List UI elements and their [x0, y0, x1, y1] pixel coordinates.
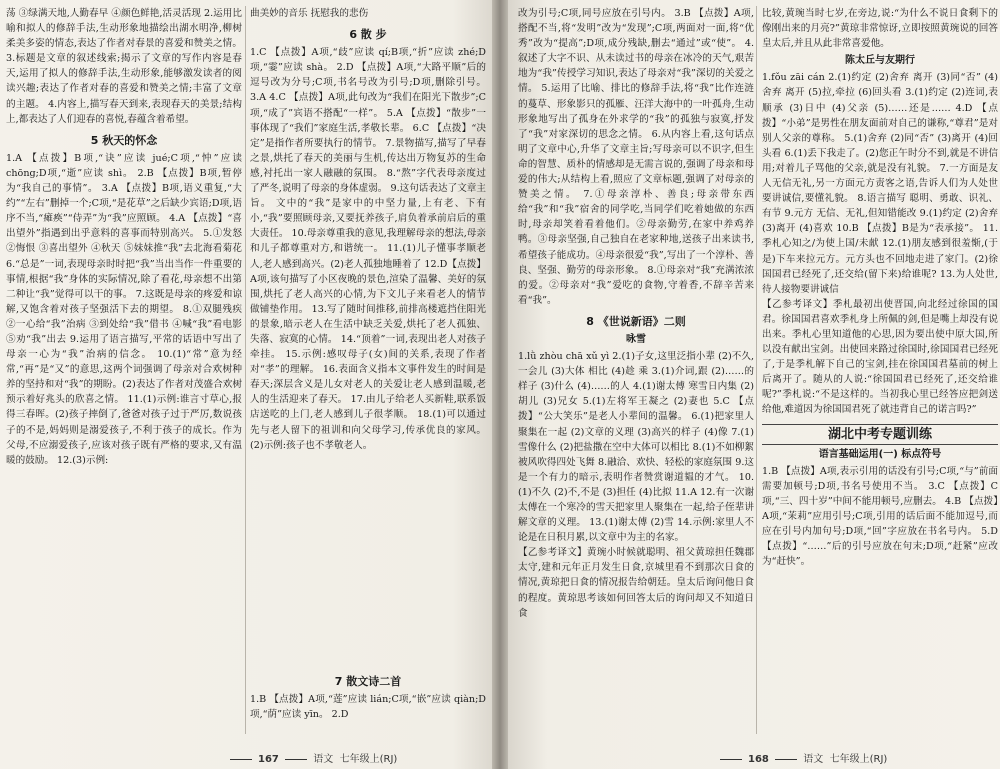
answer-text: 1.B 【点拨】A项,“莲”应读 lián;C项,“嵌”应读 qiàn;D项,“荫”应读 yīn。 2.D	[250, 694, 486, 721]
chapter-heading: 湖北中考专题训练	[762, 424, 998, 445]
translation-text: 【乙参考译文】黄琬小时候就聪明、祖父黄琼担任魏郡太守,建和元年正月发生日食,京城里看不到那次日食的情况,黄琼把日食的情况报告给朝廷。皇太后询问他日食的程度。黄琼思考该如何回答太后的询问却又不知道日食	[518, 547, 754, 619]
grade-label: 七年级上(RJ)	[339, 754, 398, 765]
section-title: 7 散文诗二首	[334, 675, 402, 688]
section-title: 8 《世说新语》二则	[586, 314, 686, 328]
book-gutter	[492, 0, 508, 769]
page-footer	[720, 750, 887, 765]
answer-text: 1.B 【点拨】A项,表示引用的话没有引号;C项,“与”前面需要加顿号;D项,书名号使用不当。 3.C 【点拨】C项,“三、四十岁”中间不能用顿号,应删去。 4.B 【点拨】A项,“茉莉”应用引号;C项,引用的话后面不能加逗号,而应在引号内加句号;D项,“回”字应放在书名号内。 5.D 【点拨】“……”后的引号应放在句末;D项,“赶紧”应改为“赶快”。	[762, 465, 998, 568]
left-column-2-bottom	[250, 668, 486, 728]
right-page	[508, 0, 1000, 769]
subsection-title: 陈太丘与友期行	[845, 55, 915, 67]
section-title: 5 秋天的怀念	[90, 133, 158, 147]
subject-label: 语文	[313, 754, 334, 765]
left-column-2	[250, 6, 486, 736]
answer-text: 曲美妙的音乐 抚慰我的悲伤	[250, 8, 369, 19]
subsection-title: 语言基础运用(一) 标点符号	[818, 448, 942, 460]
section-title: 6 散 步	[349, 28, 387, 42]
column-divider	[756, 6, 757, 734]
page-number: 168	[748, 754, 769, 765]
answer-text: 比较,黄琬当时七岁,在旁边,说:“为什么不说日食剩下的像刚出来的月亮?”黄琼非常惊讶,立即按照黄琬说的回答皇太后,并且从此非常喜爱他。	[762, 8, 998, 50]
right-column-1	[518, 6, 754, 736]
answer-text: 改为引号;C项,同号应放在引号内。 3.B 【点拨】A项,搭配不当,将“发明”改为“发现”;C项,两面对一面,将“优秀”改为“提高”;D项,成分残缺,删去“通过”或“使”。 4.叙述了大字不识、从未读过书的母亲在冰冷的天气,艰苦地为“我”传授学习知识,表达了母亲对“我”深切的关爱之情。 5.运用了比喻、排比的修辞手法,将“我”比作连涟的蔓草、形象影只的孤雁、汪洋大海中的一叶孤舟,生动形象地写出了孤身在外求学的“我”的孤独与寂寞,抒发了“我”对家深切的思念之情。 6.从内容上看,这句话点明了文章中心,升华了文章主旨;写母亲可以不识字,但生命的智慧、质朴的情感却是无需言说的,强调了母亲和母爱的伟大;从结构上看,照应了文章标题,强调了对母亲的赞美之情。 7.①母亲淳朴、善良;母亲带东西给“我”和“我”宿舍的同学吃,当同学们吃着她做的东西时,母亲却笑着看着他们。②母亲勤劳,在家中养鸡养鸭。③母亲坚强,自己独自在老家种地,送孩子出来读书,希望孩子能成功。④母亲很爱“我”,写出了一个淳朴、善良、坚强、勤劳的母亲形象。 8.①母亲对“我”充满浓浓的爱。②母亲对“我”爱吃的食物,守着香,不辞辛苦来看“我”。	[518, 8, 754, 306]
left-column-1	[6, 6, 242, 736]
answer-text: 1.lǜ zhòu chā xǔ yì 2.(1)子女,这里泛指小辈 (2)不久,一会儿 (3)大体 相比 (4)趁 乘 3.(1)介词,跟 (2)……的样子 (3)什么 (4)……的人 4.(1)谢太傅 寒雪日内集 (2)胡儿 (3)兄女 5.(1)左将军王凝之 (2)妻也 5.C 【点拨】“公大笑乐”是老人小辈间的温馨。 6.(1)把家里人聚集在一起 (2)文章的义理 (3)高兴的样子 (4)像 7.(1)雪像什么 (2)把盐撒在空中大体可以相比 8.(1)不如柳絮被风吹得四处飞舞 8.融洽、欢快、轻松的家庭氛围 9.这是一个有力的暗示,表明作者赞赏谢道韫的才气。 10.(1)不久 (2)不,不是 (3)担任 (4)比拟 11.A 12.有一次谢太傅在一个寒冷的雪天把家里人聚集在一起,给子侄辈讲解文章的义理。 13.(1)谢太傅 (2)雪 14.示例:家里人不论是在日积月累,以文章中为主的名家。	[518, 351, 754, 544]
subject-label: 语文	[803, 754, 824, 765]
translation-text: 【乙参考译文】季札最初出使晋国,向北经过徐国的国君。徐国国君喜欢季札身上所佩的剑,但是嘴上却没有说出来。季札心里知道他的心思,因为要出使中原大国,所以没有献出宝剑。出使回来路过徐国时,徐国国君已经死了,于是季札解下自己的宝剑,挂在徐国国君墓前的树上后离开了。随从的人说:“徐国国君已经死了,还交给谁呢?”季札说:“不是这样的。当初我心里已经答应把剑送给他,难道因为徐国国君死了就违背自己的诺言吗?”	[762, 298, 998, 416]
right-column-2	[762, 6, 998, 736]
answer-text: 1.A 【点拨】B项,“诀”应读 jué;C项,“忡”应读 chōng;D项,“逝”应读 shì。 2.B 【点拨】B项,暂停为“我自己的事情”。 3.A 【点拨】B项,语义重复,“大约”“左右”删掉一个;C项,“是花草”之后缺少宾语;D项,语序不当,“瘫痪”“侍弄”为“我”应照顾。 4.A 【点拨】“喜出望外”指遇到出乎意料的喜事而特别高兴。 5.①发怒 ②悔恨 ③喜出望外 ④秋天 ⑤妹妹推“我”去北海看菊花 6.“总是”一词,表现母亲时时把“我”当出当作一件重要的事情,根据“我”身体的实际情况,除了看花,母亲想不出第二种让“我”觉得可以干的事。 7.这既是母亲的疼爱和谅解,又饱含着对孩子坚强活下去的期望。 8.①双腿残疾 ②一心给“我”治病 ③到处给“我”借书 ④喊“我”看电影 ⑤劝“我”出去 9.运用了语言描写,平常的话语中写出了母亲一心为“我”治病的信念。 10.(1)“常”意为经常,“再”是“又”的意思,这两个词强调了母亲对合欢树种养的坚持和对“我”的期盼。(2)表达了作者对茂盛合欢树预示着好兆头的欣喜之情。 11.(1)示例:谁言寸草心,报得三春晖。(2)孩子摔倒了,爸爸对孩子过于严厉,数说孩子的不是,妈妈则是溺爱孩子,不利于孩子的成长。作为父母,不应溺爱孩子,应该对孩子既有严格的要求,又有温暖的鼓励。 12.(3)示例:	[6, 152, 242, 466]
column-divider	[245, 6, 246, 734]
left-page	[0, 0, 492, 769]
answer-text: 1.C 【点拨】A项,“歧”应读 qí;B项,“折”应读 zhé;D项,“霎”应读 shà。 2.D 【点拨】A项,“大路平顺”后的逗号改为分号;C项,书名号改为引号;D项,删除引号。 3.A 4.C 【点拨】A项,此句改为“我们在阳光下散步”;C项,“成了”宾语不搭配“一样”。 5.A 【点拨】“散步”一事体现了“我们”家庭生活,孝敬长辈。 6.C 【点拨】“决定”是指作者所要执行的情节。 7.景物描写,描写了早春之景,烘托了春天的美丽与生机,传达出万物复苏的生命感,衬托出一家人融融的氛围。 8.“熬”字代表母亲度过了严冬,说明了母亲的身体虚弱。 9.这句话表达了文章主旨。 文中的“我”是家中的中坚力量,上有老、下有小,“我”要照顾母亲,又要抚养孩子,肩负着承前启后的重大责任。 10.母亲尊重我的意见,我理解母亲的想法,母亲和儿子都尊重对方,和谐统一。 11.(1)儿子懂事孝顺老人,老人感到高兴。(2)老人孤独地睡着了 12.D【点拨】A项,该句描写了小区夜晚的景色,渲染了温馨、美好的氛围,烘托了老人高兴的心情,为下文儿子来看老人的情节做铺垫作用。 13.写了随时间推移,前排高楼遮挡住阳光的景象,暗示老人在生活中缺乏关爱,烘托了老人孤独、失落、寂寞的心情。 14.“顶着”一词,表现出老人对孩子牵挂。 15.示例:感叹母子(女)间的关系,表现了作者对“孝”的理解。 16.表面含义指本文事件发生的时间是春天;深层含义是儿女对老人的关爱让老人感到温暖,老人的生活迎来了春天。 17.由儿子给老人买新鞋,联系饭店送吃的上门,老人感到儿子很孝顺。 18.(1)可以通过先与老人留下的祖训和向父母学习,传承优良的家风。 (2)示例:孩子也不孝敬老人。	[250, 47, 486, 451]
answer-text: 1.fǒu zāi cán 2.(1)约定 (2)舍弃 离开 (3)同“否” (4)舍弃 离开 (5)拉,牵拉 (6)回头看 3.(1)约定 (2)连词,表顺承 (3)日中 (4)父亲 (5)……还是…… 4.D 【点拨】“小弟”是男性在朋友面前对自己的谦称,“尊君”是对别人父亲的尊称。 5.(1)舍弃 (2)同“否” (3)离开 (4)回头看 6.(1)丢下我走了。(2)您正午时分不到,就是不讲信用;对着儿子骂他的父亲,就是没有礼貌。 7.一方面是友人无信无礼,另一方面元方责客之语,告诉人们为人处世要讲诚信,要懂礼貌。 8.语言描写 聪明、勇敢、识礼、有节 9.元方 无信、无礼,但知错能改 9.(1)约定 (2)舍弃 (3)离开 (4)喜欢 10.B 【点拨】B是为“表承接”。 11.季札心知之/为使上国/未献 12.(1)朋友感到很羞惭,(于是)下车来拉元方。元方头也不回地走进了家门。(2)徐国国君已经死了,还交给(留下来)给谁呢? 13.为人处世,待人接物要讲诚信	[762, 72, 998, 295]
page-footer	[230, 750, 397, 765]
answer-text: 荡 ③绿满天地,人勤春早 ④颜色鲜艳,活灵活现 2.运用比喻和拟人的修辞手法,生动形象地描绘出湖水明净,柳树柔美多姿的情态,表达了作者对春景的喜爱和赞美之情。 3.标题是文章的叙述线索;揭示了文章的写作内容是春天,运用了拟人的修辞手法,生动形象,能够激发读者的阅读兴趣;表达了作者对春的喜爱和赞美之情;丰富了文章的主题。 4.内容上,描写春天到来,表现春天的美景;结构上,都表达了人们迎春的喜悦,春蕴含着希望。	[6, 8, 242, 125]
grade-label: 七年级上(RJ)	[829, 754, 888, 765]
subsection-title: 咏雪	[626, 333, 646, 345]
page-number: 167	[258, 754, 279, 765]
